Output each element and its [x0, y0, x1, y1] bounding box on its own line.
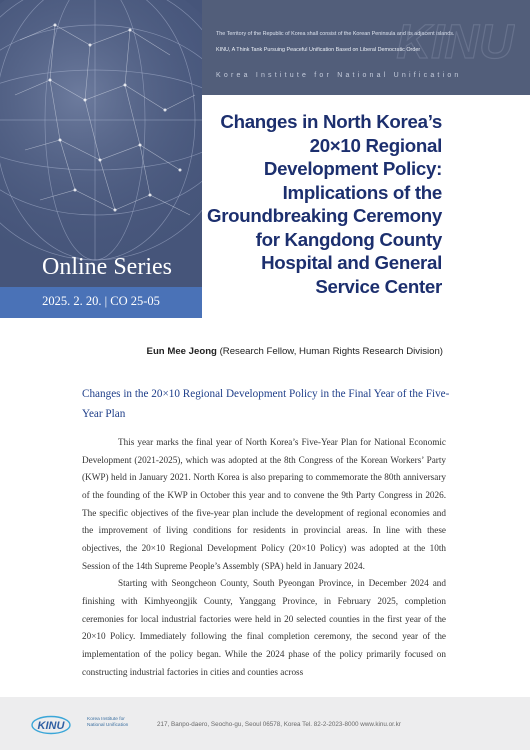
watermark-text: KINU	[396, 16, 514, 69]
footer-address: 217, Banpo-daero, Seocho-gu, Seoul 06578, Korea Tel. 82-2-2023-8000 www.kinu.or.kr	[157, 721, 401, 728]
paragraph: Starting with Seongcheon County, South Pyeongan Province, in December 2024 and finishing with Kimhyeongjik County, Yanggang Province, in February 2025, completion ceremonies for local industrial factories were held in 20 selected counties in the first year of the 20×10 Policy. Immediately following the final completion ceremony, the second year of the implementation of the policy began. While the 2024 phase of the policy primarily focused on constructing industrial factories in cities and counties across	[82, 578, 446, 677]
footer-institute-line1: Korea Institute for	[87, 717, 125, 722]
section-heading: Changes in the 20×10 Regional Development Policy in the Final Year of the Five-Year Plan	[82, 388, 450, 420]
series-label: Online Series	[42, 254, 172, 280]
author-name: Eun Mee Jeong	[146, 346, 217, 357]
paragraph: This year marks the final year of North Korea’s Five-Year Plan for National Economic Development (2021-2025), which was adopted at the 8th Congress of the Korean Workers’ Party (KWP) held in January 2021. North Korea is also preparing to commemorate the 80th anniversary of the founding of the KWP in October this year and to convene the 9th Party Congress in 2026. The specific objectives of the five-year plan include the development of regional economies and the improvement of living conditions for residents in provincial areas. In line with these objectives, the 20×10 Regional Development Policy (20×10 Policy) was adopted at the 10th Session of the 14th Supreme People’s Assembly (SPA) held in January 2024.	[82, 437, 446, 571]
footer-institute-line2: National Unification	[87, 723, 129, 728]
series-separator: |	[104, 294, 108, 308]
kinu-logo	[30, 713, 72, 737]
series-meta	[0, 294, 202, 309]
cover-panel	[0, 0, 202, 318]
author-affiliation: (Research Fellow, Human Rights Research Division)	[219, 346, 443, 357]
document-title: Changes in North Korea’s 20×10 Regional Development Policy: Implications of the Groundbreaking Ceremony for Kangdong County Hospital and General Service Center	[206, 111, 442, 297]
header-motto-line2: KINU, A Think Tank Pursuing Peaceful Unification Based on Liberal Democratic Order	[216, 47, 421, 53]
footer-institute	[87, 717, 128, 729]
logo-text: KINU	[37, 720, 65, 732]
series-date: 2025. 2. 20.	[42, 294, 102, 308]
header-motto-line1: The Territory of the Republic of Korea shall consist of the Korean Peninsula and its adjacent islands.	[216, 31, 455, 37]
body-text	[82, 434, 446, 681]
author-line	[147, 346, 443, 357]
kinu-watermark-logo	[395, 2, 515, 82]
series-code: CO 25-05	[110, 294, 160, 308]
institute-name: Korea Institute for National Unification	[216, 72, 462, 79]
